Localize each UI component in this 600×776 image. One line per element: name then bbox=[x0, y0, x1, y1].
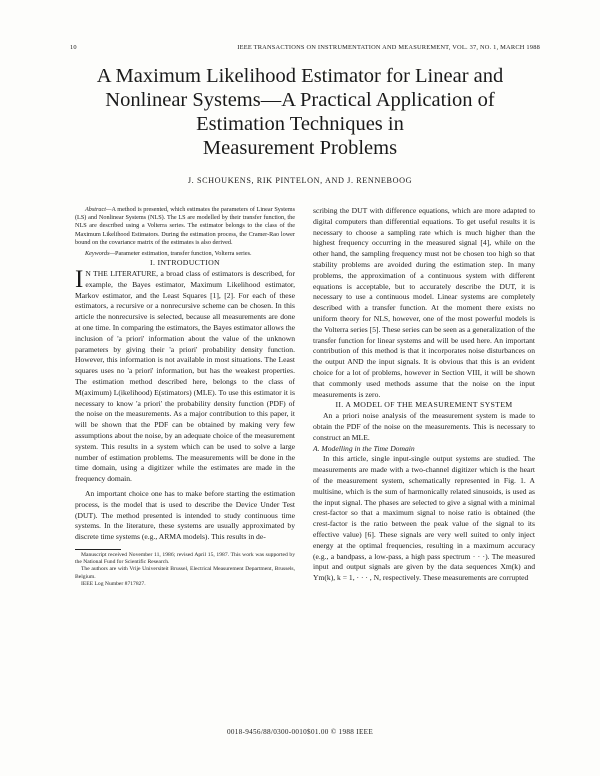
paper-title bbox=[60, 64, 540, 160]
running-header bbox=[70, 44, 540, 56]
keywords-label: Keywords— bbox=[85, 250, 116, 258]
title-line: Nonlinear Systems—A Practical Application of bbox=[105, 89, 495, 111]
abstract bbox=[75, 206, 295, 247]
intro-paragraph-1 bbox=[75, 266, 295, 485]
section-heading-introduction: I. INTRODUCTION bbox=[150, 258, 220, 268]
page-number: 10 bbox=[70, 44, 77, 51]
title-line: Measurement Problems bbox=[202, 137, 398, 159]
author-list: J. SCHOUKENS, RIK PINTELON, AND J. RENNEBOOG bbox=[187, 176, 413, 185]
model-paragraph-2: In this article, single input-single output systems are studied. The measurements are made with a two-channel digitizer which is the heart of the measurement system, schematically represented in Fig. 1. A multisine, which is the sum of harmonically related sinusoids, is used as the input signal. The phases are selected to give a signal with a minimal crest-factor so that a maximum signal to noise ratio is obtained (the crest-factor is the ratio between the peak value of the signal to its effective value) [6]. These signals are very well suited to only inject energy at the optimal frequencies, resulting in a maximum accuracy (e.g., a bandpass, a low-pass, a high pass spectrum · · ·). The measured input and output signals are given by the data sequences Xm(k) and Ym(k), k = 1, · · · , N, respectively. These measurements are corrupted bbox=[313, 454, 535, 583]
intro-continuation-paragraph: scribing the DUT with difference equations, which are more adapted to digital computers than differential equations. To get useful results it is necessary to choose a sampling rate which is much higher than the highest frequency occurring in the measured signal [4], while on the other hand, the sampling frequency must not be chosen too high so that stability problems are avoided during the estimation step. In many problems, the approximation of a continuous system with different equations is acceptable, but to accurately describe the DUT, it is necessary to use a continuous model. Linear systems are completely described with a transfer function. At the moment there exists no uniform theory for NLS, however, one of the most powerful models is the Volterra series [5]. These series can be seen as a generalization of the transfer function for linear systems and will be used here. An important contribution of this method is that it incorporates noise disturbances on the output AND the input signals. It is obvious that this is an evident choice for a lot of problems, however in Section VIII, it will be shown that commonly used methods assume that the noise on the input measurements is zero. bbox=[313, 206, 535, 399]
running-head: IEEE TRANSACTIONS ON INSTRUMENTATION AND MEASUREMENT, VOL. 37, NO. 1, MARCH 1988 bbox=[237, 44, 540, 51]
title-line: Estimation Techniques in bbox=[196, 113, 404, 135]
footnote-manuscript: Manuscript received November 11, 1986; revised April 15, 1987. This work was supported by the National Fund for Scientific Research. bbox=[75, 551, 295, 566]
footnote-log-number: IEEE Log Number 8717827. bbox=[81, 580, 146, 587]
section-heading-model: II. A MODEL OF THE MEASUREMENT SYSTEM bbox=[335, 400, 513, 410]
subsection-heading-time-domain: A. Modelling in the Time Domain bbox=[313, 443, 415, 453]
footnote-rule bbox=[75, 549, 121, 550]
right-column bbox=[313, 206, 535, 584]
footnote-affiliation: The authors are with Vrije Universiteit Brussel, Electrical Measurement Department, Brussels, Belgium. bbox=[75, 566, 295, 580]
keywords-text: Parameter estimation, transfer function, Volterra series. bbox=[115, 250, 252, 258]
abstract-label: Abstract— bbox=[85, 206, 112, 213]
intro-paragraph-1-text: N THE LITERATURE, a broad class of estimators is described, for example, the Bayes estimator, Maximum Likelihood estimator, Markov estimator, and the Least Squares [1], [2]. For each of these estimators, a recursive or a nonrecursive scheme can be chosen. In this article the nonrecursive is selected, because all measurements are done at one time. In comparing the estimators, the Bayes estimator allows the inclusion of 'a priori' information about the value of the unknown parameters by giving their 'a priori' probability density function. However, this information is not available in most situations. The Least squares uses no 'a priori' information, but has the weakest properties. The estimation method described here, belongs to the class of M(aximum) L(ikelihood) E(stimators) (MLE). To use this estimator it is necessary to know 'a priori' the probability density function (PDF) of the noise on the measurements. As a major contribution to this paper, it will be shown that the PDF can be obtained by making very few assumptions about the noise, by an adequate choice of the measurement system. This results in a system which can be used to solve a large number of estimation problems. The measurements will be done in the time domain, using a digitizer while the estimates are made in the frequency domain. bbox=[75, 269, 295, 484]
left-column bbox=[75, 206, 295, 588]
intro-paragraph-2: An important choice one has to make before starting the estimation process, is the model that is used to describe the Device Under Test (DUT). The method presented is intended to study continuous time systems. In the literature, these systems are usually approximated by discrete time systems (e.g., ARMA models). This results in de- bbox=[75, 488, 295, 542]
drop-cap: I bbox=[75, 266, 84, 294]
abstract-text: A method is presented, which estimates the parameters of Linear Systems (LS) and Nonlinear Systems (NLS). The LS are modelled by their transfer function, the NLS are described using a Volterra series. The estimator belongs to the class of the Maximum Likelihood Estimators. During the estimation process, the Cramer-Rao lower bound on the covariance matrix of the estimates is also derived. bbox=[75, 206, 295, 246]
copyright-line: 0018-9456/88/0300-0010$01.00 © 1988 IEEE bbox=[226, 728, 374, 736]
title-line: A Maximum Likelihood Estimator for Linear and bbox=[96, 65, 504, 87]
model-paragraph-1: An a priori noise analysis of the measurement system is made to obtain the PDF of the noise on the measurements. This is necessary to construct an MLE. bbox=[313, 411, 535, 442]
keywords bbox=[75, 250, 295, 258]
